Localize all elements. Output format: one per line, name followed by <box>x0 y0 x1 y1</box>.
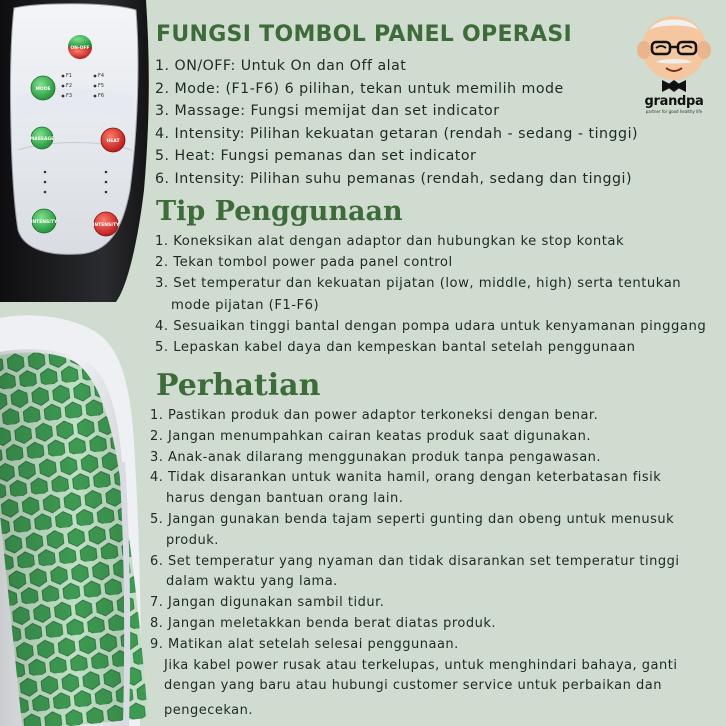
list-item: 8. Jangan meletakkan benda berat diatas produk. <box>150 615 497 631</box>
section-title-tips: Tip Penggunaan <box>156 196 403 227</box>
list-item: 5. Jangan gunakan benda tajam seperti gunting dan obeng untuk menusuk <box>150 511 675 527</box>
mode-label: MODE <box>35 87 51 92</box>
heat-intensity-label: INTENSITY <box>92 223 120 228</box>
list-item: 3. Massage: Fungsi memijat dan set indicator <box>155 103 500 119</box>
attention-list <box>150 406 680 722</box>
list-item: 4. Intensity: Pilihan kekuatan getaran (rendah - sedang - tinggi) <box>155 125 639 142</box>
list-item: 5. Lepaskan kabel daya dan kempeskan bantal setelah penggunaan <box>155 340 636 356</box>
mode-f2: F2 <box>66 83 73 89</box>
list-item: 5. Heat: Fungsi pemanas dan set indicator <box>155 148 477 164</box>
heat-label: HEAT <box>106 139 120 144</box>
grandpa-mascot-icon <box>626 8 722 94</box>
list-item: 3. Set temperatur dan kekuatan pijatan (low, middle, high) serta tentukan <box>155 276 682 292</box>
list-item: 4. Tidak disarankan untuk wanita hamil, orang dengan keterbatasan fisik <box>150 470 662 486</box>
list-item-continuation: mode pijatan (F1-F6) <box>171 297 320 313</box>
on-off-label: ON·OFF <box>70 46 90 51</box>
list-item: 2. Mode: (F1-F6) 6 pilihan, tekan untuk memilih mode <box>155 80 564 97</box>
list-item: 9. Matikan alat setelah selesai penggunaan. <box>150 636 459 652</box>
list-item: 1. ON/OFF: Untuk On dan Off alat <box>155 58 407 74</box>
list-item: 2. Jangan menumpahkan cairan keatas produk saat digunakan. <box>150 428 592 444</box>
mode-f5: F5 <box>98 83 105 89</box>
list-item: 4. Sesuaikan tinggi bantal dengan pompa udara untuk kenyamanan pinggang <box>155 318 707 334</box>
list-item: 2. Tekan tombol power pada panel control <box>155 255 453 271</box>
section-title-attention: Perhatian <box>156 368 321 403</box>
section-title-functions: FUNGSI TOMBOL PANEL OPERASI <box>156 22 573 47</box>
massage-cushion-image <box>0 312 150 726</box>
massage-label: MASSAGE <box>29 137 55 142</box>
on-off-button[interactable] <box>68 35 92 59</box>
logo-name: grandpa <box>644 94 704 109</box>
massage-intensity-label: INTENSITY <box>30 220 58 225</box>
mode-button[interactable] <box>31 76 55 100</box>
list-item-continuation: dalam waktu yang lama. <box>166 574 338 590</box>
list-item: 1. Koneksikan alat dengan adaptor dan hubungkan ke stop kontak <box>155 234 625 249</box>
remote-control-image <box>0 0 150 302</box>
list-item: 3. Anak-anak dilarang menggunakan produk tanpa pengawasan. <box>150 449 602 465</box>
grandpa-logo <box>626 8 722 120</box>
list-item: 1. Pastikan produk dan power adaptor terkoneksi dengan benar. <box>150 408 599 423</box>
list-item: 6. Set temperatur yang nyaman dan tidak disarankan set temperatur tinggi <box>150 553 680 569</box>
mode-f6: F6 <box>98 93 105 99</box>
logo-tagline: partner for good healthy life <box>645 109 703 114</box>
list-item-continuation: harus dengan bantuan orang lain. <box>166 491 404 507</box>
mode-f3: F3 <box>66 93 73 99</box>
mode-f4: F4 <box>98 73 105 79</box>
warning-note-line: Jika kabel power rusak atau terkelupas, untuk menghindari bahaya, ganti <box>164 657 678 673</box>
warning-note-line: dengan yang baru atau hubungi customer service untuk perbaikan dan <box>164 678 662 694</box>
mode-f1: F1 <box>66 73 73 79</box>
heat-button[interactable] <box>101 128 125 152</box>
list-item: 7. Jangan digunakan sambil tidur. <box>150 595 385 611</box>
warning-note-line: pengecekan. <box>164 703 254 719</box>
list-item-continuation: produk. <box>166 532 219 548</box>
tips-list <box>155 231 706 358</box>
functions-list <box>155 55 638 190</box>
list-item: 6. Intensity: Pilihan suhu pemanas (rendah, sedang dan tinggi) <box>155 170 633 187</box>
